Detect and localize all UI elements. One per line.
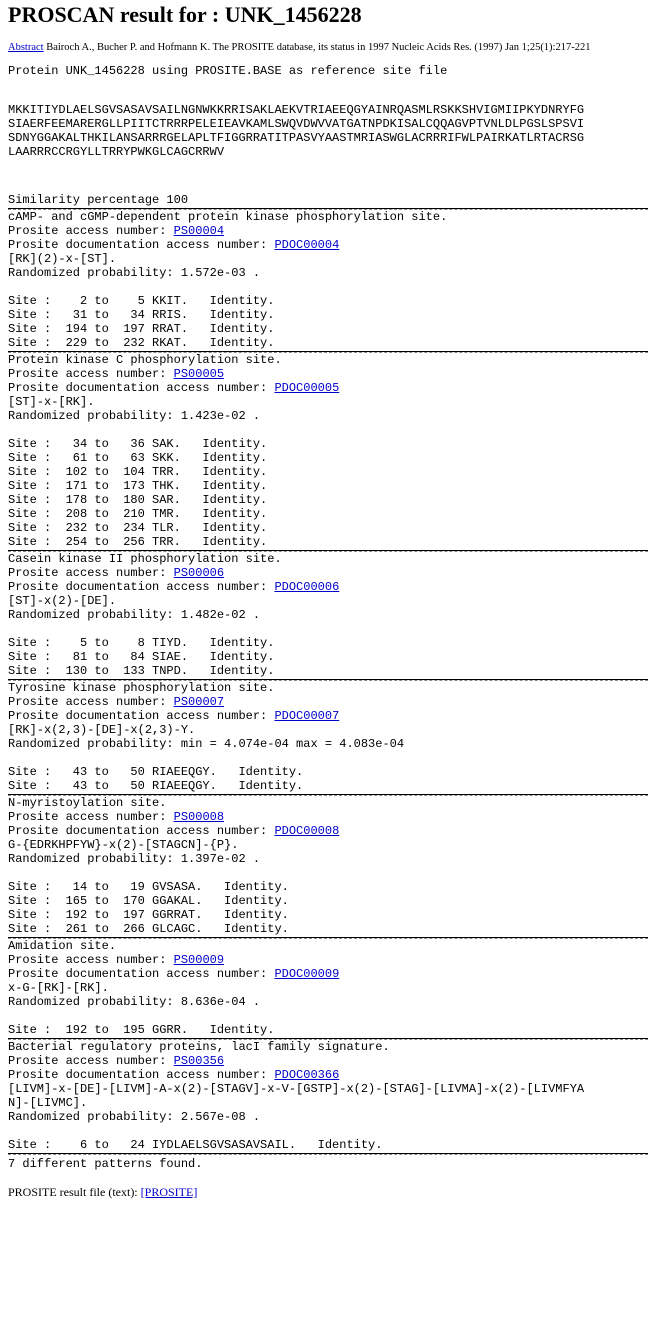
site-row: Site : 178 to 180 SAR. Identity. (8, 493, 268, 507)
access-label: Prosite access number: (8, 566, 174, 580)
site-row: Site : 171 to 173 THK. Identity. (8, 479, 268, 493)
pattern-block (8, 794, 648, 936)
probability-label: Randomized probability: (8, 995, 181, 1009)
site-row: Site : 232 to 234 TLR. Identity. (8, 521, 268, 535)
site-row: Site : 34 to 36 SAK. Identity. (8, 437, 268, 451)
access-label: Prosite access number: (8, 1054, 174, 1068)
pattern-name: Casein kinase II phosphorylation site. (8, 552, 282, 566)
access-number-line (8, 224, 648, 238)
access-number-line (8, 695, 648, 709)
pattern-expression: [ST]-x-[RK]. (8, 395, 95, 409)
access-number-line (8, 810, 648, 824)
probability-value: min = 4.074e-04 max = 4.083e-04 (180, 737, 405, 751)
page-title: PROSCAN result for : UNK_1456228 (8, 2, 362, 27)
doc-label: Prosite documentation access number: (8, 709, 275, 723)
abstract-link[interactable]: Abstract (8, 42, 44, 53)
probability-label: Randomized probability: (8, 852, 181, 866)
doc-label: Prosite documentation access number: (8, 824, 275, 838)
prosite-doc-link[interactable]: PDOC00007 (274, 709, 340, 723)
pattern-name: cAMP- and cGMP-dependent protein kinase phosphorylation site. (8, 210, 448, 224)
protein-sequence (8, 103, 648, 159)
separator (8, 1153, 648, 1155)
similarity-line: Similarity percentage 100 (8, 193, 189, 207)
probability-label: Randomized probability: (8, 737, 181, 751)
site-row: Site : 31 to 34 RRIS. Identity. (8, 308, 275, 322)
pattern-expression: [RK]-x(2,3)-[DE]-x(2,3)-Y. (8, 723, 196, 737)
site-row: Site : 81 to 84 SIAE. Identity. (8, 650, 275, 664)
doc-number-line (8, 709, 648, 723)
pattern-block (8, 1038, 648, 1152)
site-row: Site : 43 to 50 RIAEEQGY. Identity. (8, 765, 304, 779)
prosite-access-link[interactable]: PS00005 (173, 367, 225, 381)
probability-value: 1.423e-02 . (180, 409, 261, 423)
doc-number-line (8, 580, 648, 594)
doc-label: Prosite documentation access number: (8, 967, 275, 981)
access-label: Prosite access number: (8, 224, 174, 238)
pattern-block (8, 937, 648, 1037)
site-row: Site : 208 to 210 TMR. Identity. (8, 507, 268, 521)
site-row: Site : 61 to 63 SKK. Identity. (8, 451, 268, 465)
site-row: Site : 261 to 266 GLCAGC. Identity. (8, 922, 289, 936)
probability-label: Randomized probability: (8, 608, 181, 622)
prosite-access-link[interactable]: PS00009 (173, 953, 225, 967)
probability-value: 2.567e-08 . (180, 1110, 261, 1124)
pattern-block (8, 679, 648, 793)
access-label: Prosite access number: (8, 953, 174, 967)
site-row: Site : 254 to 256 TRR. Identity. (8, 535, 268, 549)
prosite-doc-link[interactable]: PDOC00006 (274, 580, 340, 594)
site-row: Site : 5 to 8 TIYD. Identity. (8, 636, 275, 650)
site-row: Site : 14 to 19 GVSASA. Identity. (8, 880, 289, 894)
summary-line: 7 different patterns found. (8, 1157, 203, 1171)
access-label: Prosite access number: (8, 810, 174, 824)
doc-number-line (8, 824, 648, 838)
doc-number-line (8, 1068, 648, 1082)
pattern-name: Tyrosine kinase phosphorylation site. (8, 681, 275, 695)
prosite-doc-link[interactable]: PDOC00366 (274, 1068, 340, 1082)
probability-label: Randomized probability: (8, 266, 181, 280)
reference-citation (8, 41, 638, 54)
site-row: Site : 192 to 197 GGRRAT. Identity. (8, 908, 289, 922)
site-row: Site : 102 to 104 TRR. Identity. (8, 465, 268, 479)
sequence-line: SIAERFEEMARERGLLPIITCTRRRPELEIEAVKAMLSWQVDWVVATGATNPDKISALCQQAGVPTVNLDLPGSLSPSVI (8, 117, 585, 131)
probability-line (8, 995, 648, 1009)
pattern-block (8, 550, 648, 678)
pattern-name: Bacterial regulatory proteins, lacI family signature. (8, 1040, 390, 1054)
access-number-line (8, 367, 648, 381)
prosite-doc-link[interactable]: PDOC00008 (274, 824, 340, 838)
prosite-doc-link[interactable]: PDOC00004 (274, 238, 340, 252)
probability-line (8, 266, 648, 280)
access-number-line (8, 953, 648, 967)
site-row: Site : 192 to 195 GGRR. Identity. (8, 1023, 275, 1037)
doc-label: Prosite documentation access number: (8, 580, 275, 594)
sequence-line: SDNYGGAKALTHKILANSARRRGELAPLTFIGGRRATITPASVYAASTMRIASWGLACRRRIFWLPAIRKATLRTACRSG (8, 131, 585, 145)
prosite-doc-link[interactable]: PDOC00005 (274, 381, 340, 395)
pattern-name: N-myristoylation site. (8, 796, 167, 810)
doc-label: Prosite documentation access number: (8, 381, 275, 395)
pattern-expression: [RK](2)-x-[ST]. (8, 252, 117, 266)
footer (8, 1185, 648, 1200)
access-label: Prosite access number: (8, 695, 174, 709)
site-row: Site : 165 to 170 GGAKAL. Identity. (8, 894, 289, 908)
access-label: Prosite access number: (8, 367, 174, 381)
pattern-expression: [LIVM]-x-[DE]-[LIVM]-A-x(2)-[STAGV]-x-V-[GSTP]-x(2)-[STAG]-[LIVMA]-x(2)-[LIVMFYA N]-[LIVMC]. (8, 1082, 585, 1110)
probability-value: 1.482e-02 . (180, 608, 261, 622)
pattern-name: Protein kinase C phosphorylation site. (8, 353, 282, 367)
probability-label: Randomized probability: (8, 1110, 181, 1124)
pattern-expression: x-G-[RK]-[RK]. (8, 981, 109, 995)
prosite-file-link[interactable]: [PROSITE] (140, 1185, 198, 1199)
site-row: Site : 130 to 133 TNPD. Identity. (8, 664, 275, 678)
prosite-doc-link[interactable]: PDOC00009 (274, 967, 340, 981)
access-number-line (8, 1054, 648, 1068)
doc-number-line (8, 238, 648, 252)
prosite-access-link[interactable]: PS00004 (173, 224, 225, 238)
patterns-list (8, 208, 648, 1152)
prosite-access-link[interactable]: PS00007 (173, 695, 225, 709)
probability-value: 8.636e-04 . (180, 995, 261, 1009)
pattern-block (8, 351, 648, 549)
sequence-line: LAARRRCCRGYLLTRRYPWKGLCAGCRRWV (8, 145, 225, 159)
prosite-access-link[interactable]: PS00356 (173, 1054, 225, 1068)
pattern-block (8, 208, 648, 350)
pattern-expression: G-{EDRKHPFYW}-x(2)-[STAGCN]-{P}. (8, 838, 239, 852)
probability-value: 1.397e-02 . (180, 852, 261, 866)
sequence-line: MKKITIYDLAELSGVSASAVSAILNGNWKKRRISAKLAEKVTRIAEEQGYAINRQASMLRSKKSHVIGMIIPKYDNRYFG (8, 103, 585, 117)
site-row: Site : 229 to 232 RKAT. Identity. (8, 336, 275, 350)
site-row: Site : 6 to 24 IYDLAELSGVSASAVSAIL. Identity. (8, 1138, 383, 1152)
probability-line (8, 608, 648, 622)
probability-value: 1.572e-03 . (180, 266, 261, 280)
probability-line (8, 1110, 648, 1124)
probability-line (8, 852, 648, 866)
site-row: Site : 2 to 5 KKIT. Identity. (8, 294, 275, 308)
citation-text: Bairoch A., Bucher P. and Hofmann K. The PROSITE database, its status in 1997 Nucleic Acids Res. (1997) Jan 1;25(1):217-221 (46, 42, 591, 53)
site-row: Site : 194 to 197 RRAT. Identity. (8, 322, 275, 336)
intro-line: Protein UNK_1456228 using PROSITE.BASE as reference site file (8, 64, 448, 78)
probability-line (8, 737, 648, 751)
doc-number-line (8, 967, 648, 981)
prosite-access-link[interactable]: PS00006 (173, 566, 225, 580)
doc-label: Prosite documentation access number: (8, 1068, 275, 1082)
footer-label: PROSITE result file (text): (8, 1185, 141, 1199)
site-row: Site : 43 to 50 RIAEEQGY. Identity. (8, 779, 304, 793)
pattern-name: Amidation site. (8, 939, 117, 953)
probability-line (8, 409, 648, 423)
access-number-line (8, 566, 648, 580)
pattern-expression: [ST]-x(2)-[DE]. (8, 594, 117, 608)
prosite-access-link[interactable]: PS00008 (173, 810, 225, 824)
doc-number-line (8, 381, 648, 395)
probability-label: Randomized probability: (8, 409, 181, 423)
doc-label: Prosite documentation access number: (8, 238, 275, 252)
